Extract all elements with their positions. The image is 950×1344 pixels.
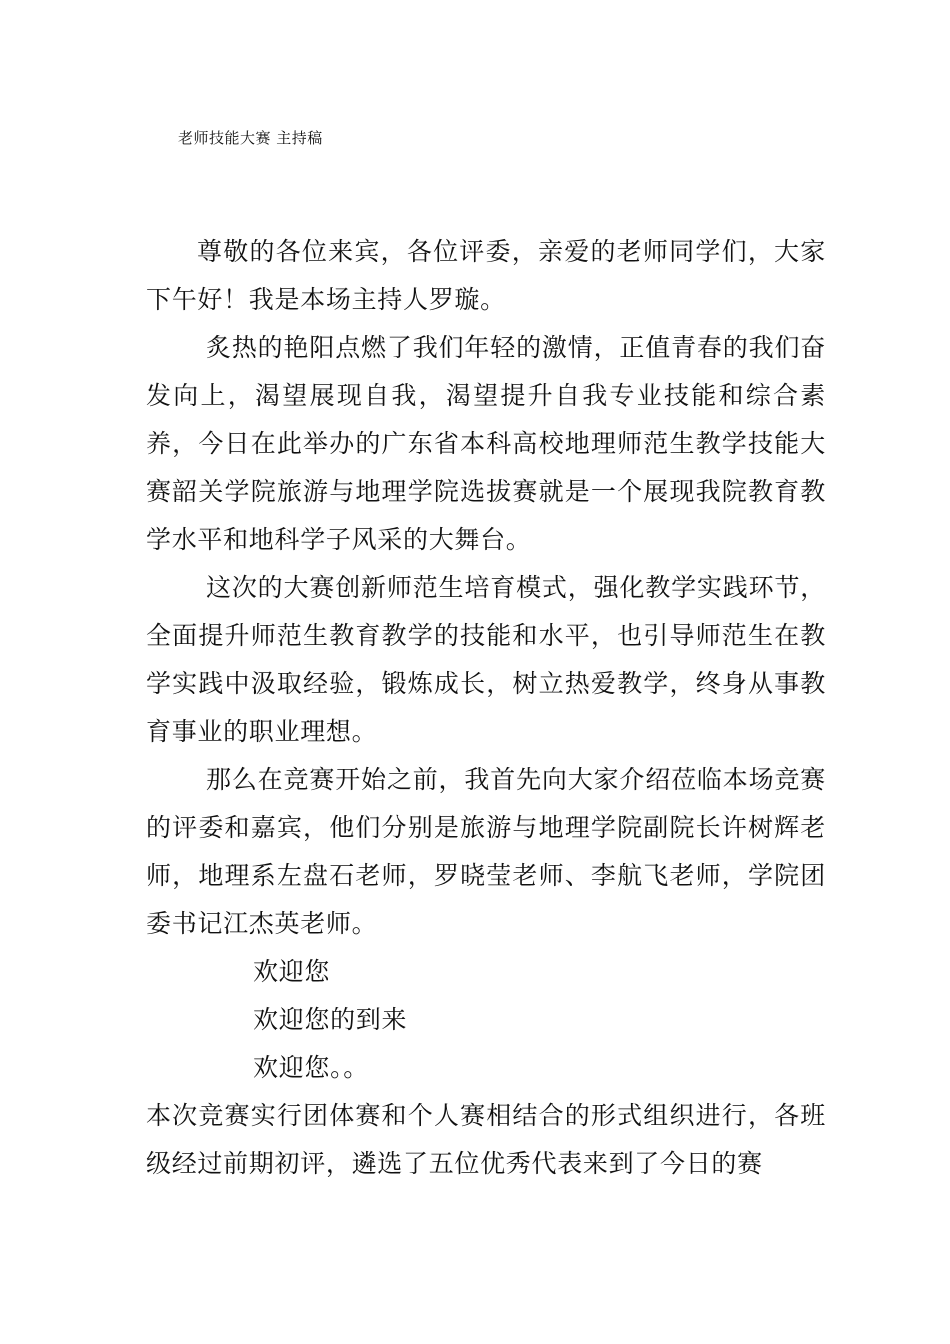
paragraph-welcome-1: 欢迎您 <box>253 957 331 986</box>
paragraph-welcome-3: 欢迎您。。 <box>253 1053 370 1082</box>
paragraph-judges-intro: 那么在竞赛开始之前，我首先向大家介绍莅临本场竞赛的评委和嘉宾，他们分别是旅游与地理学院副院长许树辉老师，地理系左盘石老师，罗晓莹老师、李航飞老师，学院团委书记江杰英老师。 <box>146 765 826 938</box>
paragraph-welcome-2: 欢迎您的到来 <box>253 1005 408 1034</box>
document-header: 老师技能大赛 主持稿 <box>178 129 323 147</box>
paragraph-purpose: 这次的大赛创新师范生培育模式，强化教学实践环节，全面提升师范生教育教学的技能和水平，也引导师范生在教学实践中汲取经验，锻炼成长，树立热爱教学，终身从事教育事业的职业理想。 <box>146 573 826 746</box>
paragraph-greeting: 尊敬的各位来宾，各位评委，亲爱的老师同学们，大家下午好！我是本场主持人罗璇。 <box>146 237 826 314</box>
document-body <box>146 228 826 1188</box>
paragraph-competition-format: 本次竞赛实行团体赛和个人赛相结合的形式组织进行，各班级经过前期初评，遴选了五位优秀代表来到了今日的赛 <box>146 1101 826 1178</box>
paragraph-opening: 炙热的艳阳点燃了我们年轻的激情，正值青春的我们奋发向上，渴望展现自我，渴望提升自我专业技能和综合素养，今日在此举办的广东省本科高校地理师范生教学技能大赛韶关学院旅游与地理学院选拔赛就是一个展现我院教育教学水平和地科学子风采的大舞台。 <box>146 333 826 554</box>
